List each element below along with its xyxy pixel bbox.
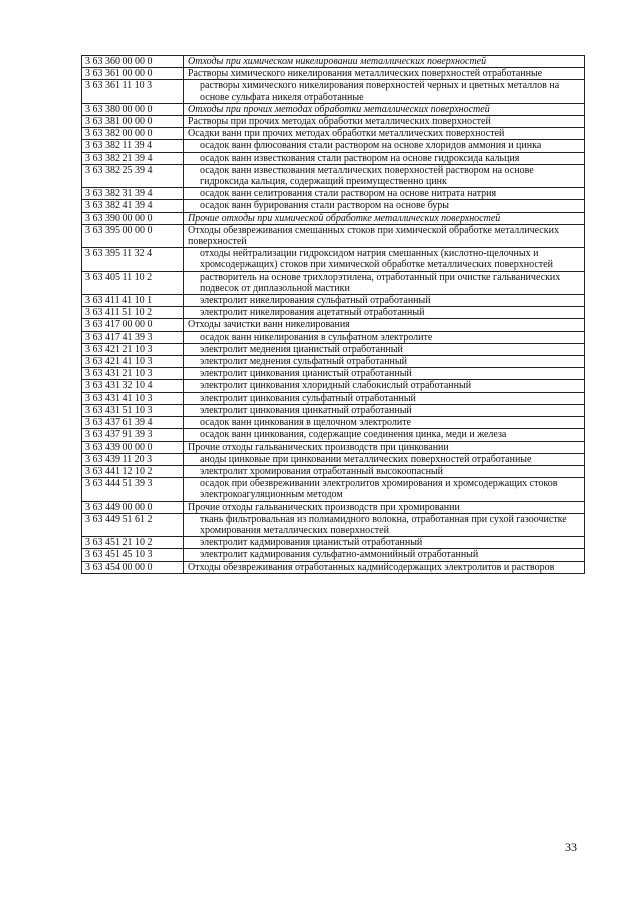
- waste-description-cell: Отходы обезвреживания отработанных кадмийсодержащих электролитов и растворов: [184, 561, 585, 573]
- table-row: [82, 404, 585, 416]
- table-row: [82, 188, 585, 200]
- table-row: [82, 307, 585, 319]
- waste-description-cell: Прочие отходы при химической обработке металлических поверхностей: [184, 212, 585, 224]
- waste-description-cell: осадок ванн цинкования, содержащие соединения цинка, меди и железа: [184, 429, 585, 441]
- table-row: [82, 380, 585, 392]
- waste-description-cell: Отходы при прочих методах обработки металлических поверхностей: [184, 103, 585, 115]
- waste-code-cell: 3 63 395 00 00 0: [82, 224, 184, 247]
- table-row: [82, 319, 585, 331]
- waste-description-cell: осадок ванн селитрования стали раствором на основе нитрата натрия: [184, 188, 585, 200]
- waste-code-cell: 3 63 421 41 10 3: [82, 356, 184, 368]
- waste-code-cell: 3 63 437 91 39 3: [82, 429, 184, 441]
- waste-description-cell: осадок ванн никелирования в сульфатном электролите: [184, 331, 585, 343]
- table-row: [82, 549, 585, 561]
- waste-code-cell: 3 63 439 00 00 0: [82, 441, 184, 453]
- table-row: [82, 103, 585, 115]
- waste-code-cell: 3 63 411 41 10 1: [82, 295, 184, 307]
- waste-code-cell: 3 63 437 61 39 4: [82, 417, 184, 429]
- table-row: [82, 368, 585, 380]
- table-row: [82, 116, 585, 128]
- waste-code-cell: 3 63 361 00 00 0: [82, 68, 184, 80]
- waste-description-cell: электролит никелирования сульфатный отработанный: [184, 295, 585, 307]
- waste-description-cell: Отходы при химическом никелировании металлических поверхностей: [184, 56, 585, 68]
- table-row: [82, 343, 585, 355]
- waste-description-cell: электролит цинкования цианистый отработанный: [184, 368, 585, 380]
- waste-description-cell: Отходы зачистки ванн никелирования: [184, 319, 585, 331]
- waste-description-cell: осадок при обезвреживании электролитов хромирования и хромсодержащих стоков электрокоагуляционным методом: [184, 478, 585, 501]
- table-row: [82, 128, 585, 140]
- waste-code-cell: 3 63 449 00 00 0: [82, 501, 184, 513]
- waste-description-cell: осадок ванн известкования металлических поверхностей раствором на основе гидроксида кальция, содержащий преимущественно цинк: [184, 164, 585, 187]
- table-row: [82, 295, 585, 307]
- waste-code-cell: 3 63 431 32 10 4: [82, 380, 184, 392]
- waste-code-cell: 3 63 381 00 00 0: [82, 116, 184, 128]
- waste-code-cell: 3 63 417 41 39 3: [82, 331, 184, 343]
- table-row: [82, 331, 585, 343]
- waste-description-cell: ткань фильтровальная из полиамидного волокна, отработанная при сухой газоочистке хромирования металлических поверхностей: [184, 513, 585, 536]
- table-row: [82, 56, 585, 68]
- waste-description-cell: электролит меднения сульфатный отработанный: [184, 356, 585, 368]
- table-row: [82, 501, 585, 513]
- waste-code-cell: 3 63 382 11 39 4: [82, 140, 184, 152]
- table-row: [82, 200, 585, 212]
- table-row: [82, 429, 585, 441]
- waste-code-cell: 3 63 382 41 39 4: [82, 200, 184, 212]
- table-row: [82, 417, 585, 429]
- waste-code-cell: 3 63 421 21 10 3: [82, 343, 184, 355]
- table-row: [82, 392, 585, 404]
- table-row: [82, 68, 585, 80]
- waste-code-cell: 3 63 380 00 00 0: [82, 103, 184, 115]
- table-row: [82, 140, 585, 152]
- waste-code-cell: 3 63 449 51 61 2: [82, 513, 184, 536]
- waste-code-cell: 3 63 405 11 10 2: [82, 271, 184, 294]
- waste-description-cell: растворы химического никелирования поверхностей черных и цветных металлов на основе сульфата никеля отработанные: [184, 80, 585, 103]
- table-row: [82, 164, 585, 187]
- waste-description-cell: осадок ванн известкования стали раствором на основе гидроксида кальция: [184, 152, 585, 164]
- waste-description-cell: аноды цинковые при цинковании металлических поверхностей отработанные: [184, 453, 585, 465]
- waste-code-cell: 3 63 451 21 10 2: [82, 537, 184, 549]
- waste-description-cell: электролит цинкования хлоридный слабокислый отработанный: [184, 380, 585, 392]
- table-row: [82, 80, 585, 103]
- table-row: [82, 537, 585, 549]
- waste-description-cell: электролит цинкования сульфатный отработанный: [184, 392, 585, 404]
- waste-code-table: [81, 55, 585, 574]
- table-row: [82, 478, 585, 501]
- waste-code-cell: 3 63 360 00 00 0: [82, 56, 184, 68]
- waste-code-cell: 3 63 390 00 00 0: [82, 212, 184, 224]
- waste-description-cell: электролит никелирования ацетатный отработанный: [184, 307, 585, 319]
- waste-description-cell: растворитель на основе трихлорэтилена, отработанный при очистке гальванических подвесок от диплазольной мастики: [184, 271, 585, 294]
- table-row: [82, 513, 585, 536]
- waste-description-cell: осадок ванн флюсования стали раствором на основе хлоридов аммония и цинка: [184, 140, 585, 152]
- table-row: [82, 561, 585, 573]
- waste-description-cell: электролит кадмирования сульфатно-аммонийный отработанный: [184, 549, 585, 561]
- waste-code-cell: 3 63 382 25 39 4: [82, 164, 184, 187]
- waste-description-cell: электролит цинкования цинкатный отработанный: [184, 404, 585, 416]
- waste-code-cell: 3 63 441 12 10 2: [82, 465, 184, 477]
- waste-description-cell: Прочие отходы гальванических производств при хромировании: [184, 501, 585, 513]
- waste-code-cell: 3 63 439 11 20 3: [82, 453, 184, 465]
- table-row: [82, 271, 585, 294]
- table-row: [82, 248, 585, 271]
- waste-code-cell: 3 63 382 00 00 0: [82, 128, 184, 140]
- waste-code-cell: 3 63 431 41 10 3: [82, 392, 184, 404]
- table-row: [82, 356, 585, 368]
- table-row: [82, 224, 585, 247]
- waste-description-cell: Растворы при прочих методах обработки металлических поверхностей: [184, 116, 585, 128]
- waste-description-cell: осадок ванн бурирования стали раствором на основе буры: [184, 200, 585, 212]
- waste-description-cell: Отходы обезвреживания смешанных стоков при химической обработке металлических поверхностей: [184, 224, 585, 247]
- table-row: [82, 152, 585, 164]
- waste-code-cell: 3 63 444 51 39 3: [82, 478, 184, 501]
- waste-code-cell: 3 63 454 00 00 0: [82, 561, 184, 573]
- waste-description-cell: электролит хромирования отработанный высокоопасный: [184, 465, 585, 477]
- waste-code-cell: 3 63 417 00 00 0: [82, 319, 184, 331]
- waste-description-cell: электролит меднения цианистый отработанный: [184, 343, 585, 355]
- table-row: [82, 465, 585, 477]
- waste-description-cell: электролит кадмирования цианистый отработанный: [184, 537, 585, 549]
- waste-description-cell: Растворы химического никелирования металлических поверхностей отработанные: [184, 68, 585, 80]
- waste-description-cell: отходы нейтрализации гидроксидом натрия смешанных (кислотно-щелочных и хромсодержащих) стоков при химической обработке металлических поверхностей: [184, 248, 585, 271]
- waste-code-cell: 3 63 382 31 39 4: [82, 188, 184, 200]
- table-row: [82, 453, 585, 465]
- waste-code-cell: 3 63 395 11 32 4: [82, 248, 184, 271]
- waste-code-cell: 3 63 411 51 10 2: [82, 307, 184, 319]
- waste-code-cell: 3 63 431 21 10 3: [82, 368, 184, 380]
- table-row: [82, 441, 585, 453]
- waste-description-cell: осадок ванн цинкования в щелочном электролите: [184, 417, 585, 429]
- table-row: [82, 212, 585, 224]
- waste-code-cell: 3 63 382 21 39 4: [82, 152, 184, 164]
- page-number: 33: [565, 840, 577, 854]
- waste-description-cell: Прочие отходы гальванических производств при цинковании: [184, 441, 585, 453]
- waste-code-cell: 3 63 431 51 10 3: [82, 404, 184, 416]
- waste-code-cell: 3 63 361 11 10 3: [82, 80, 184, 103]
- table-body: [82, 56, 585, 574]
- waste-description-cell: Осадки ванн при прочих методах обработки металлических поверхностей: [184, 128, 585, 140]
- waste-code-cell: 3 63 451 45 10 3: [82, 549, 184, 561]
